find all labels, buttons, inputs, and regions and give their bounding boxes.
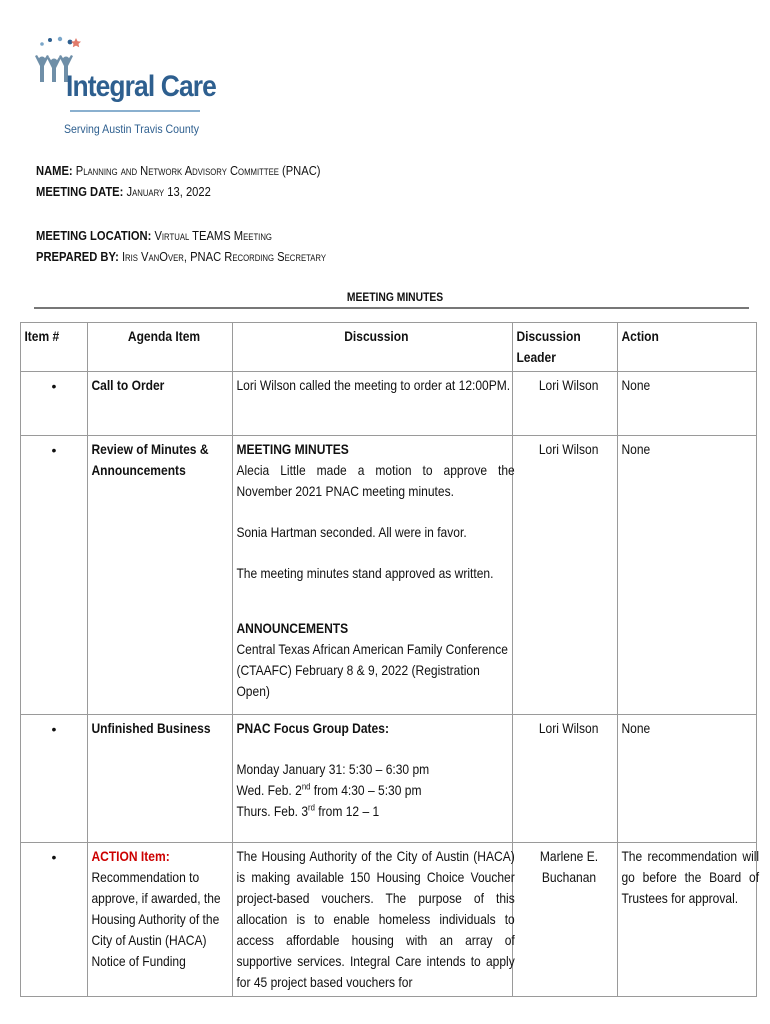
item-bullet: • — [21, 843, 88, 997]
item-bullet: • — [21, 372, 88, 436]
location-label: MEETING LOCATION: — [36, 228, 152, 243]
agenda-cell: Unfinished Business — [88, 715, 233, 843]
discussion-cell — [233, 715, 513, 843]
name-value: Planning and Network Advisory Committee (PNAC) — [75, 163, 321, 178]
item-bullet: • — [21, 436, 88, 715]
header-leader: Discussion Leader — [513, 323, 618, 372]
discussion-cell: The Housing Authority of the City of Austin (HACA) is making available 150 Housing Choice Voucher project-based vouchers. The purpose of this allocation is to enable homeless individuals to access affordable housing with an array of supportive services. Integral Care intends to apply for 45 project based vouchers for — [233, 843, 513, 997]
prepared-value: Iris VanOver, PNAC Recording Secretary — [121, 249, 327, 264]
table-header-row — [21, 323, 757, 372]
action-cell: None — [618, 372, 757, 436]
logo-tagline: Serving Austin Travis County — [64, 122, 199, 136]
prepared-label: PREPARED BY: — [36, 249, 119, 264]
prepared-by-line — [36, 249, 326, 264]
focus-group-heading: PNAC Focus Group Dates: — [236, 720, 389, 736]
date-label: MEETING DATE: — [36, 184, 124, 199]
discussion-cell — [233, 436, 513, 715]
meeting-date-line — [36, 184, 211, 199]
table-row — [21, 372, 757, 436]
discussion-cell: Lori Wilson called the meeting to order at 12:00PM. — [233, 372, 513, 436]
action-cell: None — [618, 715, 757, 843]
header-discussion: Discussion — [233, 323, 513, 372]
focus-date-2: Wed. Feb. 2nd from 4:30 – 5:30 pm — [236, 781, 422, 798]
minutes-title: MEETING MINUTES — [346, 290, 444, 304]
action-item-text: Recommendation to approve, if awarded, the Housing Authority of the City of Austin (HACA) Notice of Funding — [91, 869, 221, 969]
leader-cell: Lori Wilson — [513, 715, 618, 843]
title-rule — [34, 307, 749, 309]
minutes-table — [20, 322, 760, 997]
item-bullet: • — [21, 715, 88, 843]
leader-cell: Marlene E. Buchanan — [513, 843, 618, 997]
header-agenda: Agenda Item — [88, 323, 233, 372]
minutes-heading: MEETING MINUTES — [236, 441, 349, 457]
date-value: January 13, 2022 — [126, 184, 211, 199]
leader-cell: Lori Wilson — [513, 372, 618, 436]
logo-underline — [70, 110, 200, 112]
focus-date-1: Monday January 31: 5:30 – 6:30 pm — [236, 761, 430, 777]
announcements-heading: ANNOUNCEMENTS — [236, 620, 349, 636]
approved-text: The meeting minutes stand approved as written. — [236, 565, 494, 581]
table-row — [21, 436, 757, 715]
focus-date-3: Thurs. Feb. 3rd from 12 – 1 — [236, 802, 380, 819]
seconded-text: Sonia Hartman seconded. All were in favor. — [236, 524, 467, 540]
motion-text: Alecia Little made a motion to approve the November 2021 PNAC meeting minutes. — [236, 462, 515, 499]
action-cell: None — [618, 436, 757, 715]
location-value: Virtual TEAMS Meeting — [154, 228, 272, 243]
meeting-location-line — [36, 228, 272, 243]
header-action: Action — [618, 323, 757, 372]
name-label: NAME: — [36, 163, 73, 178]
table-row — [21, 715, 757, 843]
meeting-name-line — [36, 163, 321, 178]
integral-care-logo — [32, 36, 216, 146]
agenda-cell: Review of Minutes & Announcements — [88, 436, 233, 715]
conference-text: Central Texas African American Family Conference (CTAAFC) February 8 & 9, 2022 (Registration Open) — [236, 641, 508, 699]
action-cell: The recommendation will go before the Board of Trustees for approval. — [618, 843, 757, 997]
action-item-label: ACTION Item: — [91, 848, 170, 864]
leader-cell: Lori Wilson — [513, 436, 618, 715]
table-row — [21, 843, 757, 997]
header-item: Item # — [21, 323, 88, 372]
logo-brand-text: Integral Care — [66, 70, 216, 103]
agenda-cell — [88, 843, 233, 997]
agenda-cell: Call to Order — [88, 372, 233, 436]
